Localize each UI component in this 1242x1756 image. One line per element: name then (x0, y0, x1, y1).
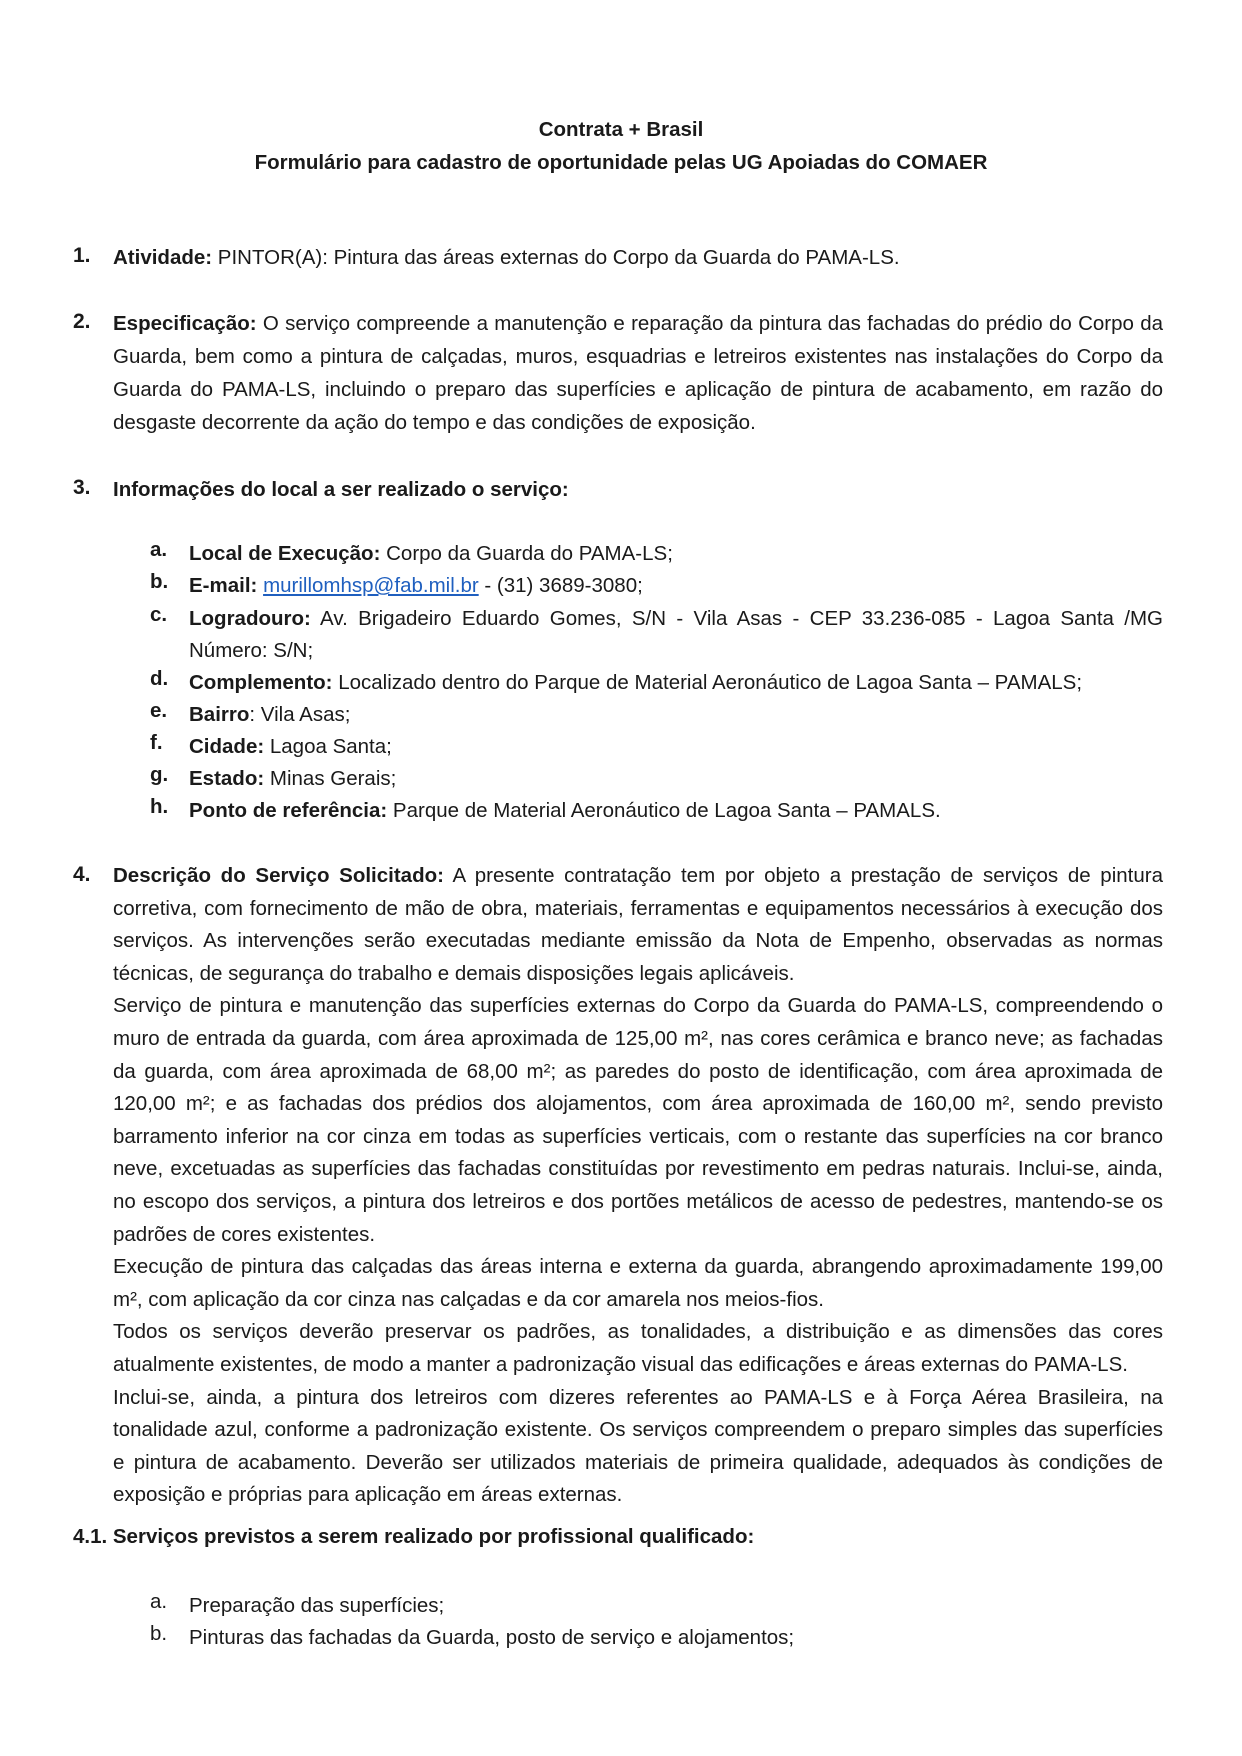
sub-label: Bairro (189, 703, 250, 726)
email-link[interactable]: murillomhsp@fab.mil.br (263, 574, 479, 597)
sub-letter-41b: b. (150, 1622, 168, 1645)
sub-letter-3g: g. (150, 763, 169, 786)
document-title: Contrata + Brasil (538, 118, 704, 141)
item-4-1-heading: 4.1. Serviços previstos a serem realizado por profissional qualificado: (73, 1525, 755, 1548)
item-4-descricao (113, 860, 1163, 1512)
sub-value: Minas Gerais; (264, 767, 397, 790)
sub-label: Complemento: (189, 671, 333, 694)
sub-item-logradouro (189, 603, 1163, 667)
sub-value: Corpo da Guarda do PAMA-LS; (380, 542, 673, 565)
sub-letter-3d: d. (150, 667, 169, 690)
sub-letter-3c: c. (150, 603, 168, 626)
item-1-atividade (113, 241, 1163, 274)
sub-letter-3f: f. (150, 731, 163, 754)
sub-letter-3h: h. (150, 795, 169, 818)
sub-label: E-mail: (189, 574, 258, 597)
sub-item-ponto-referencia (189, 795, 1163, 827)
item-4-label: Descrição do Serviço Solicitado: (113, 864, 444, 887)
sub-item-complemento (189, 667, 1163, 699)
sub-item-bairro (189, 699, 1163, 731)
sub-label: Estado: (189, 767, 265, 790)
sub-value: - (31) 3689-3080; (478, 574, 643, 597)
sub-letter-3a: a. (150, 538, 168, 561)
sub-label: Cidade: (189, 735, 265, 758)
item-3-label: Informações do local a ser realizado o serviço: (113, 478, 569, 501)
item-4-paragraph-3: Execução de pintura das calçadas das áreas interna e externa da guarda, abrangendo aproximadamente 199,00 m², com aplicação da cor cinza nas calçadas e da cor amarela nos meios-fios. (113, 1255, 1163, 1311)
sub-value: Localizado dentro do Parque de Material Aeronáutico de Lagoa Santa – PAMALS; (332, 671, 1083, 694)
item-2-label: Especificação: (113, 312, 257, 335)
item-4-paragraph-1 (113, 860, 1163, 990)
sub-letter-41a: a. (150, 1590, 168, 1613)
item-3-heading (113, 473, 1163, 506)
item-2-number: 2. (73, 310, 91, 333)
item-1-label: Atividade: (113, 246, 213, 269)
item-4-paragraph-5: Inclui-se, ainda, a pintura dos letreiros com dizeres referentes ao PAMA-LS e à Força Aérea Brasileira, na tonalidade azul, conforme a padronização existente. Os serviços compreendem o preparo simples das superfícies e pintura de acabamento. Deverão ser utilizados materiais de primeira qualidade, adequados às condições de exposição e próprias para aplicação em áreas externas. (113, 1385, 1163, 1507)
sub-label: Local de Execução: (189, 542, 381, 565)
sub-item-pinturas: Pinturas das fachadas da Guarda, posto de serviço e alojamentos; (189, 1626, 795, 1649)
sub-value: : Vila Asas; (249, 703, 351, 726)
document-subtitle: Formulário para cadastro de oportunidade pelas UG Apoiadas do COMAER (254, 151, 988, 174)
sub-item-estado (189, 763, 1163, 795)
item-4-number: 4. (73, 863, 91, 886)
item-4-paragraph-2: Serviço de pintura e manutenção das superfícies externas do Corpo da Guarda do PAMA-LS, compreendendo o muro de entrada da guarda, com área aproximada de 125,00 m², nas cores cerâmica e branco neve; as fachadas da guarda, com área aproximada de 68,00 m²; as paredes do posto de identificação, com área aproximada de 120,00 m²; e as fachadas dos prédios dos alojamentos, com área aproximada de 160,00 m², sendo previsto barramento inferior na cor cinza em todas as superfícies verticais, com o restante das superfícies na cor branco neve, excetuadas as superfícies das fachadas constituídas por revestimento em pedras naturais. Inclui-se, ainda, no escopo dos serviços, a pintura dos letreiros e dos portões metálicos de acesso de pedestres, mantendo-se os padrões de cores existentes. (113, 994, 1163, 1246)
sub-value: Av. Brigadeiro Eduardo Gomes, S/N - Vila Asas - CEP 33.236-085 - Lagoa Santa /MG Número: S/N; (189, 607, 1163, 662)
sub-letter-3e: e. (150, 699, 168, 722)
item-1-number: 1. (73, 244, 91, 267)
sub-item-local-execucao (189, 538, 1163, 570)
sub-item-email (189, 570, 1163, 602)
sub-item-preparacao: Preparação das superfícies; (189, 1594, 445, 1617)
item-3-number: 3. (73, 476, 91, 499)
item-2-especificacao (113, 307, 1163, 439)
item-4-p1-text: A presente contratação tem por objeto a prestação de serviços de pintura corretiva, com fornecimento de mão de obra, materiais, ferramentas e equipamentos necessários à execução dos serviços. As intervenções serão executadas mediante emissão da Nota de Empenho, observadas as normas técnicas, de segurança do trabalho e demais disposições legais aplicáveis. (113, 864, 1163, 985)
sub-label: Logradouro: (189, 607, 311, 630)
item-2-text: O serviço compreende a manutenção e reparação da pintura das fachadas do prédio do Corpo da Guarda, bem como a pintura de calçadas, muros, esquadrias e letreiros existentes nas instalações do Corpo da Guarda do PAMA-LS, incluindo o preparo das superfícies e aplicação de pintura de acabamento, em razão do desgaste decorrente da ação do tempo e das condições de exposição. (113, 312, 1163, 434)
sub-item-cidade (189, 731, 1163, 763)
item-4-paragraph-4: Todos os serviços deverão preservar os padrões, as tonalidades, a distribuição e as dimensões das cores atualmente existentes, de modo a manter a padronização visual das edificações e áreas externas do PAMA-LS. (113, 1320, 1163, 1376)
item-1-text: PINTOR(A): Pintura das áreas externas do Corpo da Guarda do PAMA-LS. (212, 246, 900, 269)
sub-letter-3b: b. (150, 570, 169, 593)
sub-value: Parque de Material Aeronáutico de Lagoa Santa – PAMALS. (387, 799, 941, 822)
sub-value: Lagoa Santa; (264, 735, 392, 758)
sub-label: Ponto de referência: (189, 799, 388, 822)
